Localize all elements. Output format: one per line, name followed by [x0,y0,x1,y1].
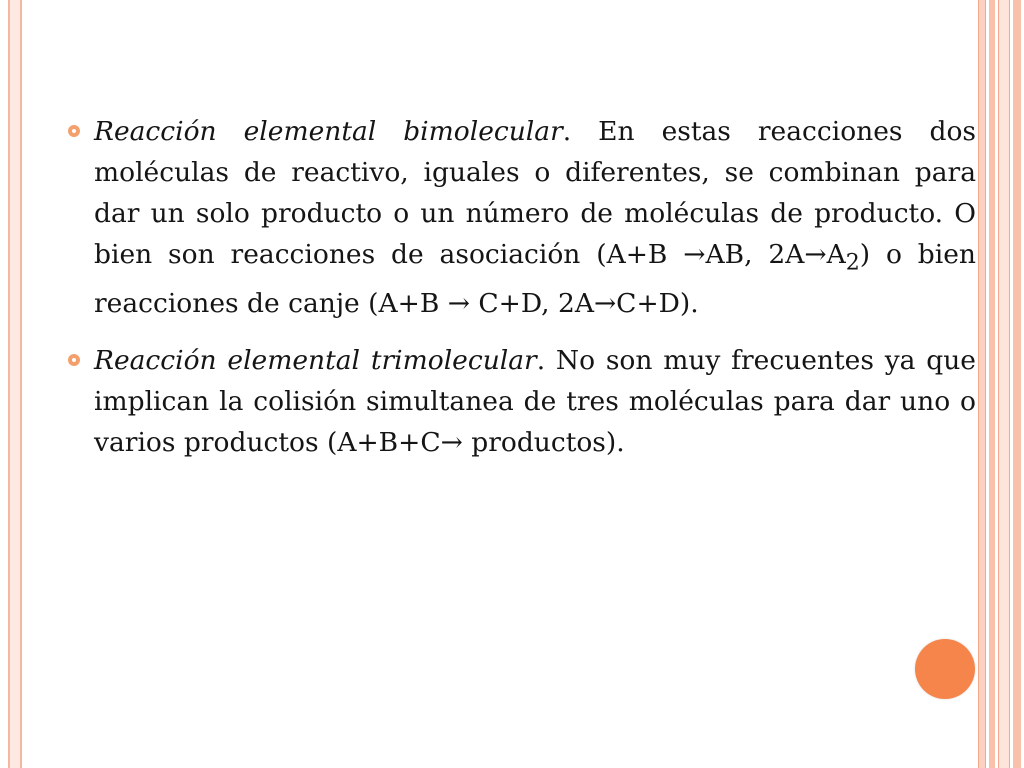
bullet-text [94,340,976,463]
accent-circle [915,639,975,699]
right-border-stripe [978,0,986,768]
left-border-decoration [8,0,22,768]
bullet-item-trimolecular [62,340,976,463]
right-border-stripe [1013,0,1021,768]
bullet-term: Reacción elemental bimolecular [94,116,563,147]
ring-bullet-icon [68,125,80,137]
bullet-body-end: ) o bien reacciones de canje (A+B → C+D, 2A→C+D). [94,239,976,320]
bullet-term: Reacción elemental trimolecular [94,345,537,377]
bullet-body: . No son muy frecuentes ya que implican la colisión simultanea de tres moléculas para dar uno o varios productos (A+B+C→ productos). [94,345,976,459]
bullet-item-bimolecular [62,111,976,324]
bullet-text [94,111,976,324]
right-border-stripe [989,0,995,768]
slide-content [62,111,976,479]
right-border-stripe [998,0,1010,768]
bullet-body: . En estas reacciones dos moléculas de reactivo, iguales o diferentes, se combinan para dar un solo producto o un número de moléculas de producto. O bien son reacciones de asociación (A+B →AB, 2A→A [94,116,976,270]
ring-bullet-icon [68,354,80,366]
bullet-subscript: 2 [845,250,860,276]
